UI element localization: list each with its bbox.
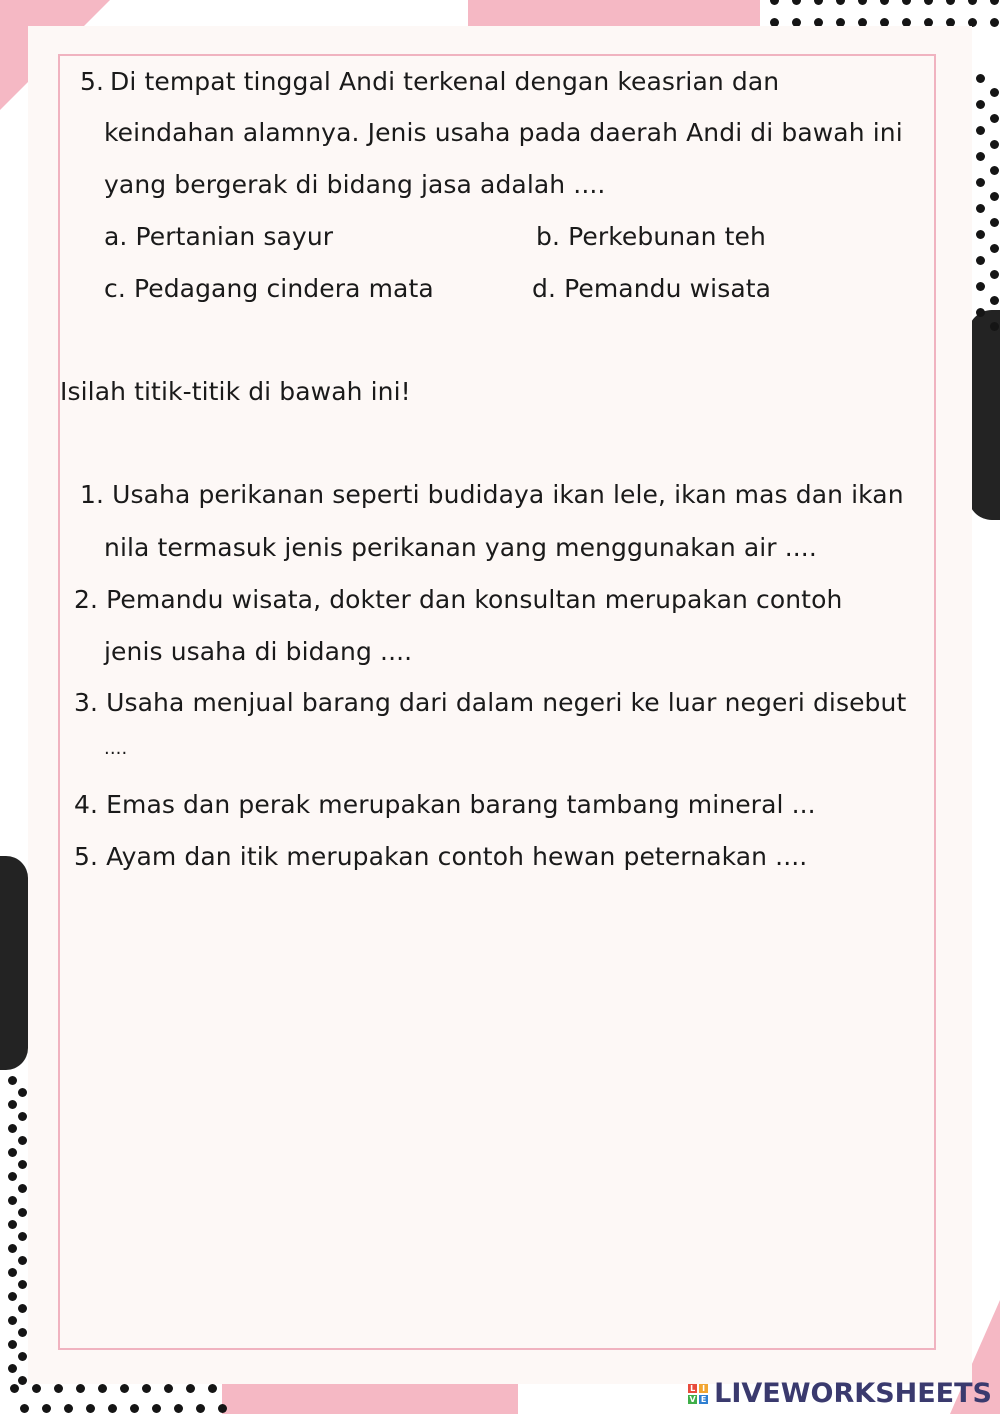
decorative-dot <box>18 1232 27 1241</box>
pink-band-bottom <box>222 1384 518 1414</box>
decorative-dot <box>218 1404 227 1413</box>
fill-item-5-line-1: 5. Ayam dan itik merupakan contoh hewan peternakan .... <box>74 842 808 871</box>
decorative-dot <box>32 1384 41 1393</box>
decorative-dot <box>902 0 911 5</box>
decorative-dot <box>186 1384 195 1393</box>
section-instruction: Isilah titik-titik di bawah ini! <box>60 377 411 406</box>
decorative-dot <box>990 166 999 175</box>
decorative-dot <box>858 0 867 5</box>
decorative-dot <box>18 1328 27 1337</box>
decorative-dot <box>976 100 985 109</box>
decorative-dot <box>8 1076 17 1085</box>
option-b: b. Perkebunan teh <box>536 222 766 251</box>
decorative-dot <box>108 1404 117 1413</box>
decorative-dot <box>946 0 955 5</box>
decorative-dot <box>164 1384 173 1393</box>
decorative-dot <box>18 1352 27 1361</box>
decorative-dot <box>18 1184 27 1193</box>
decorative-dot <box>990 140 999 149</box>
decorative-dot <box>990 0 999 5</box>
decorative-dot <box>8 1244 17 1253</box>
fill-item-1-line-1: 1. Usaha perikanan seperti budidaya ikan lele, ikan mas dan ikan <box>80 480 904 509</box>
decorative-dot <box>990 192 999 201</box>
decorative-dot <box>8 1292 17 1301</box>
fill-item-2-line-2: jenis usaha di bidang .... <box>104 637 413 666</box>
decorative-dot <box>8 1124 17 1133</box>
decorative-dot <box>976 178 985 187</box>
dark-band-left <box>0 856 28 1070</box>
decorative-dot <box>120 1384 129 1393</box>
decorative-dot <box>8 1148 17 1157</box>
decorative-dot <box>10 1384 19 1393</box>
decorative-dot <box>990 114 999 123</box>
fill-item-4-line-1: 4. Emas dan perak merupakan barang tambang mineral ... <box>74 790 816 819</box>
decorative-dot <box>8 1364 17 1373</box>
decorative-dot <box>130 1404 139 1413</box>
decorative-dot <box>836 0 845 5</box>
decorative-dot <box>814 0 823 5</box>
decorative-dot <box>8 1100 17 1109</box>
decorative-dot <box>976 308 985 317</box>
question-5-line-3: yang bergerak di bidang jasa adalah .... <box>104 170 606 199</box>
decorative-dot <box>8 1172 17 1181</box>
decorative-dot <box>152 1404 161 1413</box>
fill-item-1-line-2: nila termasuk jenis perikanan yang menggunakan air .... <box>104 533 817 562</box>
decorative-dot <box>98 1384 107 1393</box>
decorative-dot <box>976 204 985 213</box>
decorative-dot <box>976 126 985 135</box>
decorative-dot <box>990 244 999 253</box>
decorative-dot <box>976 230 985 239</box>
decorative-dot <box>880 0 889 5</box>
decorative-dot <box>64 1404 73 1413</box>
decorative-dot <box>20 1404 29 1413</box>
decorative-dot <box>976 256 985 265</box>
decorative-dot <box>8 1340 17 1349</box>
option-a: a. Pertanian sayur <box>104 222 334 251</box>
fill-item-3-line-2: .... <box>104 738 128 759</box>
decorative-dot <box>18 1376 27 1385</box>
option-d: d. Pemandu wisata <box>532 274 772 303</box>
decorative-dot <box>18 1280 27 1289</box>
fill-item-2-line-1: 2. Pemandu wisata, dokter dan konsultan merupakan contoh <box>74 585 843 614</box>
decorative-dot <box>976 282 985 291</box>
decorative-dot <box>990 296 999 305</box>
decorative-dot <box>18 1208 27 1217</box>
decorative-dot <box>196 1404 205 1413</box>
decorative-dot <box>18 1136 27 1145</box>
decorative-dot <box>18 1112 27 1121</box>
decorative-dot <box>990 270 999 279</box>
option-c: c. Pedagang cindera mata <box>104 274 434 303</box>
decorative-dot <box>18 1088 27 1097</box>
decorative-dot <box>976 74 985 83</box>
decorative-dot <box>18 1304 27 1313</box>
decorative-dot <box>174 1404 183 1413</box>
decorative-dot <box>142 1384 151 1393</box>
decorative-dot <box>18 1160 27 1169</box>
question-5-line-1: Di tempat tinggal Andi terkenal dengan keasrian dan <box>110 67 780 96</box>
dark-band-right <box>968 310 1000 520</box>
decorative-dot <box>18 1256 27 1265</box>
decorative-dot <box>990 218 999 227</box>
decorative-dot <box>924 0 933 5</box>
decorative-dot <box>8 1316 17 1325</box>
liveworksheets-brand <box>688 1378 992 1409</box>
decorative-dot <box>8 1220 17 1229</box>
fill-item-3-line-1: 3. Usaha menjual barang dari dalam negeri ke luar negeri disebut <box>74 688 907 717</box>
decorative-dot <box>770 0 779 5</box>
decorative-dot <box>990 18 999 27</box>
question-5-number: 5. <box>80 67 105 96</box>
decorative-dot <box>990 322 999 331</box>
decorative-dot <box>86 1404 95 1413</box>
decorative-dot <box>76 1384 85 1393</box>
brand-name: LIVEWORKSHEETS <box>714 1378 992 1409</box>
decorative-dot <box>8 1268 17 1277</box>
question-5-line-2: keindahan alamnya. Jenis usaha pada daerah Andi di bawah ini <box>104 118 903 147</box>
decorative-dot <box>54 1384 63 1393</box>
decorative-dot <box>968 0 977 5</box>
decorative-dot <box>976 152 985 161</box>
decorative-dot <box>42 1404 51 1413</box>
decorative-dot <box>990 88 999 97</box>
decorative-dot <box>8 1196 17 1205</box>
liveworksheets-logo-icon: L I V E <box>689 1383 707 1404</box>
decorative-dot <box>208 1384 217 1393</box>
decorative-dot <box>792 0 801 5</box>
